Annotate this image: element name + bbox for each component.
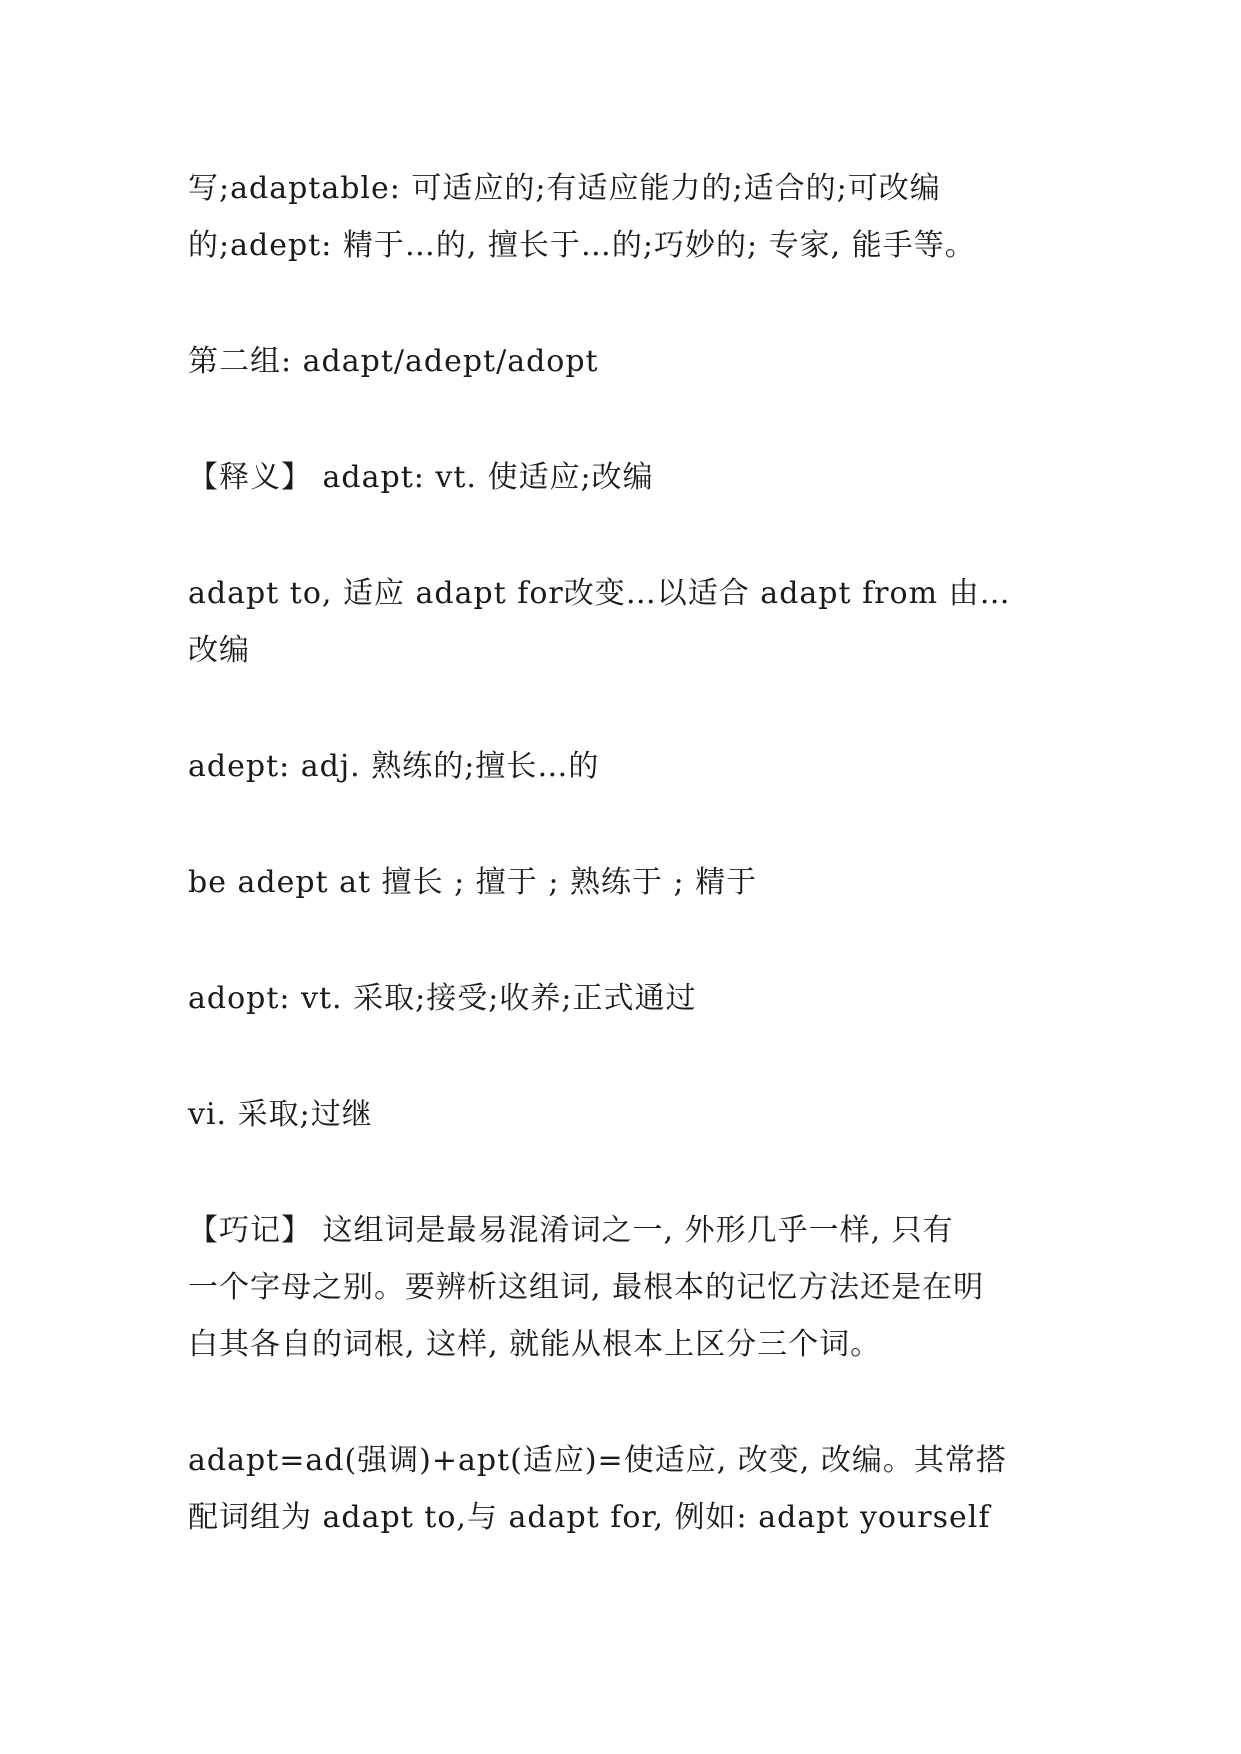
text-line: 第二组: adapt/adept/adopt [188, 344, 599, 379]
paragraph-memory-tip [188, 1202, 1058, 1373]
paragraph-definition-adopt-vt [188, 970, 1058, 1027]
text-line: 白其各自的词根, 这样, 就能从根本上区分三个词。 [188, 1327, 882, 1362]
section-heading-group-two [188, 333, 1058, 390]
text-line: 改编 [188, 633, 250, 668]
text-line: adapt to, 适应 adapt for改变…以适合 adapt from 由… [188, 576, 1011, 611]
paragraph-adapt-phrases [188, 565, 1058, 679]
text-line: 【释义】 adapt: vt. 使适应;改编 [188, 460, 654, 495]
text-line: vi. 采取;过继 [188, 1097, 373, 1132]
text-line: 一个字母之别。要辨析这组词, 最根本的记忆方法还是在明 [188, 1270, 985, 1305]
text-line: adapt=ad(强调)+apt(适应)=使适应, 改变, 改编。其常搭 [188, 1443, 1007, 1478]
document-page [188, 160, 1058, 1546]
paragraph-definition-adopt-vi [188, 1086, 1058, 1143]
text-line: 配词组为 adapt to,与 adapt for, 例如: adapt yourself [188, 1500, 991, 1535]
paragraph-adapt-etymology [188, 1432, 1058, 1546]
text-line: be adept at 擅长 ; 擅于 ; 熟练于 ; 精于 [188, 865, 758, 900]
text-line: 的;adept: 精于…的, 擅长于…的;巧妙的; 专家, 能手等。 [188, 228, 976, 263]
text-line: adopt: vt. 采取;接受;收养;正式通过 [188, 981, 697, 1016]
paragraph-adept-phrase [188, 854, 1058, 911]
text-line: 【巧记】 这组词是最易混淆词之一, 外形几乎一样, 只有 [188, 1213, 954, 1248]
paragraph-adaptable-adept [188, 160, 1058, 274]
paragraph-definition-adept [188, 738, 1058, 795]
paragraph-definition-adapt [188, 449, 1058, 506]
text-line: adept: adj. 熟练的;擅长…的 [188, 749, 600, 784]
text-line: 写;adaptable: 可适应的;有适应能力的;适合的;可改编 [188, 171, 941, 206]
